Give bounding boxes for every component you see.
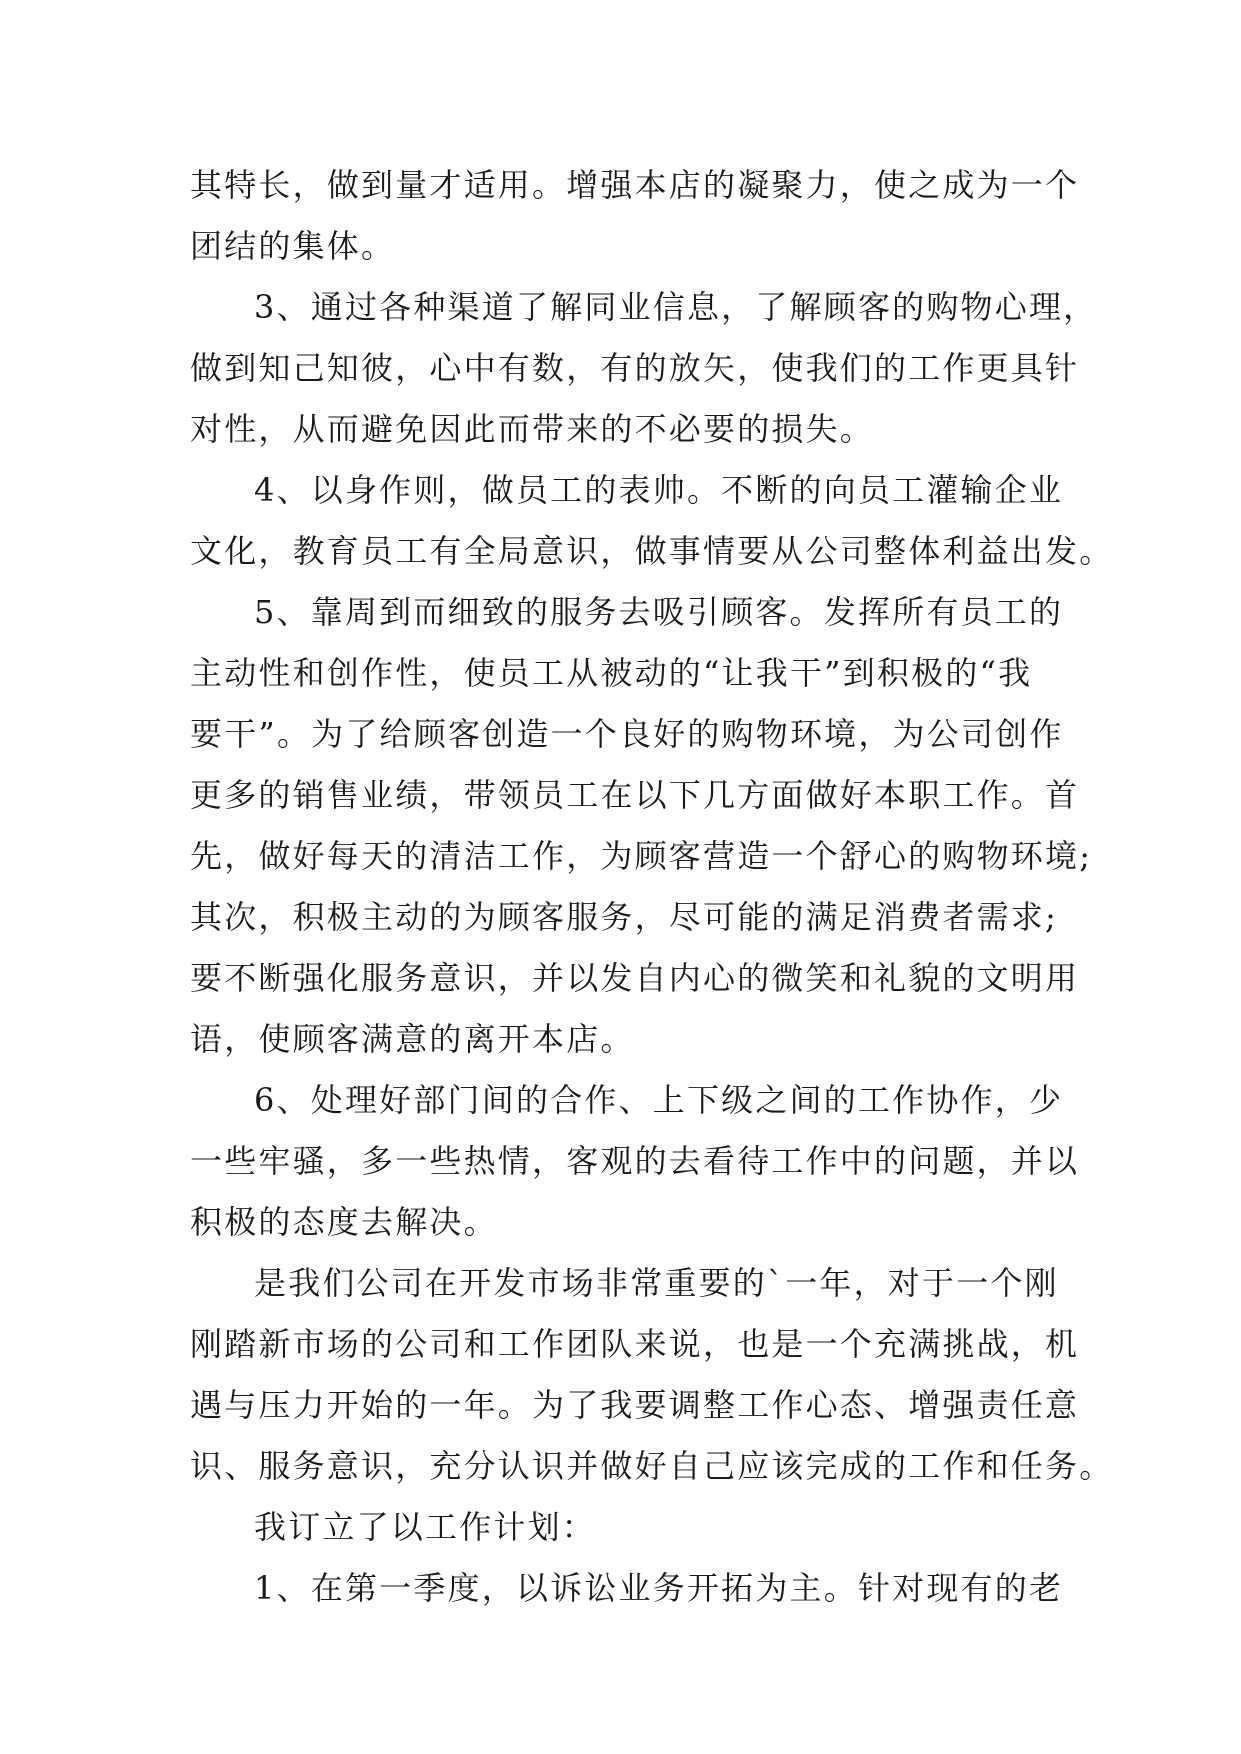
text-line: 主动性和创作性，使员工从被动的“让我干”到积极的“我 bbox=[190, 654, 1033, 692]
text-line: 文化，教育员工有全局意识，做事情要从公司整体利益出发。 bbox=[190, 532, 1114, 570]
text-line: 其特长，做到量才适用。增强本店的凝聚力，使之成为一个 bbox=[190, 166, 1080, 204]
text-line: 6、处理好部门间的合作、上下级之间的工作协作，少 bbox=[254, 1081, 1064, 1119]
text-line: 我订立了以工作计划： bbox=[254, 1508, 597, 1546]
text-line: 做到知己知彼，心中有数，有的放矢，使我们的工作更具针 bbox=[190, 349, 1080, 387]
text-line: 积极的态度去解决。 bbox=[190, 1203, 498, 1241]
text-line: 其次，积极主动的为顾客服务，尽可能的满足消费者需求; bbox=[190, 898, 1058, 936]
text-line: 遇与压力开始的一年。为了我要调整工作心态、增强责任意 bbox=[190, 1386, 1080, 1424]
text-line: 更多的销售业绩，带领员工在以下几方面做好本职工作。首 bbox=[190, 776, 1080, 814]
text-line: 是我们公司在开发市场非常重要的`一年，对于一个刚 bbox=[254, 1264, 1059, 1302]
text-line: 刚踏新市场的公司和工作团队来说，也是一个充满挑战，机 bbox=[190, 1325, 1080, 1363]
text-line: 1、在第一季度，以诉讼业务开拓为主。针对现有的老 bbox=[254, 1569, 1064, 1607]
text-line: 团结的集体。 bbox=[190, 227, 396, 265]
text-line: 识、服务意识，充分认识并做好自己应该完成的工作和任务。 bbox=[190, 1447, 1114, 1485]
text-line: 语，使顾客满意的离开本店。 bbox=[190, 1020, 635, 1058]
document-body bbox=[190, 155, 1114, 1619]
text-line: 对性，从而避免因此而带来的不必要的损失。 bbox=[190, 410, 875, 448]
text-line: 要不断强化服务意识，并以发自内心的微笑和礼貌的文明用 bbox=[190, 959, 1080, 997]
text-line: 5、靠周到而细致的服务去吸引顾客。发挥所有员工的 bbox=[254, 593, 1064, 631]
text-line: 先，做好每天的清洁工作，为顾客营造一个舒心的购物环境; bbox=[190, 837, 1093, 875]
text-line: 3、通过各种渠道了解同业信息，了解顾客的购物心理， bbox=[254, 288, 1098, 326]
text-line: 4、以身作则，做员工的表帅。不断的向员工灌输企业 bbox=[254, 471, 1064, 509]
text-line: 要干”。为了给顾客创造一个良好的购物环境，为公司创作 bbox=[190, 715, 1064, 753]
text-line: 一些牢骚，多一些热情，客观的去看待工作中的问题，并以 bbox=[190, 1142, 1080, 1180]
